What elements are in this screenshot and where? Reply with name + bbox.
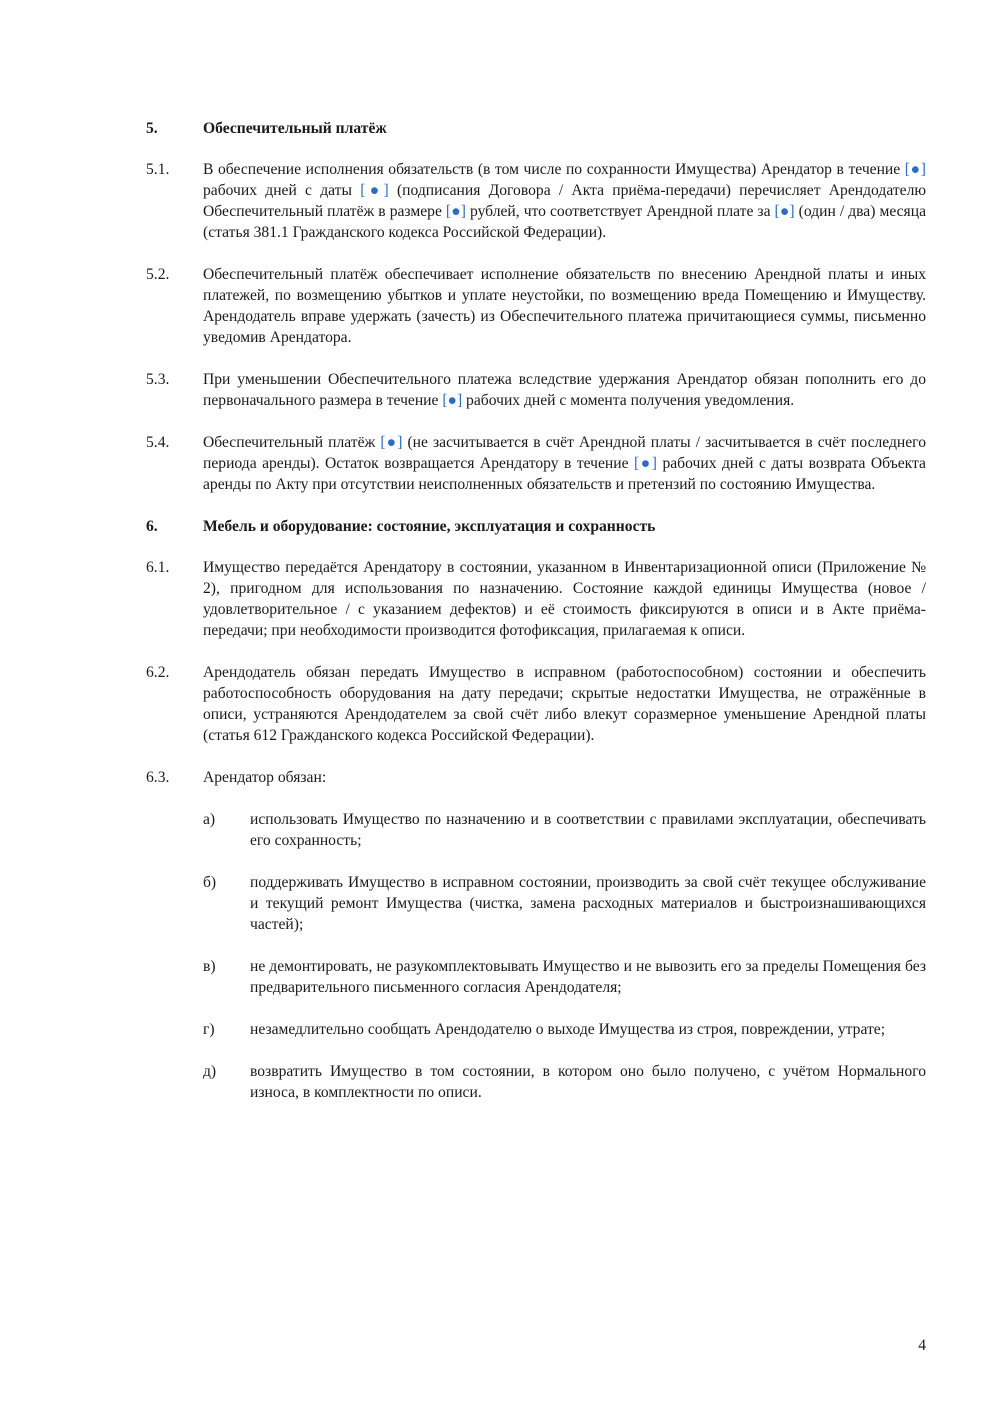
placeholder-marker: [●]: [904, 161, 926, 178]
clause-text-run: Имущество передаётся Арендатору в состоянии, указанном в Инвентаризационной описи (Приложение № 2), пригодном для использования по назначению. Состояние каждой единицы Имущества (новое / удовлетворительное / с указанием дефектов) и её стоимость фиксируются в описи и в Акте приёма-передачи; при необходимости производится фотофиксация, прилагаемая к описи.: [203, 559, 926, 639]
clause-text: [203, 767, 926, 788]
placeholder-marker: [●]: [774, 203, 795, 220]
clause-number: 6.3.: [146, 769, 170, 786]
sub-clause: [203, 956, 926, 998]
placeholder-marker: [●]: [442, 392, 463, 409]
clause-text-run: (один / два) месяца (статья 381.1 Гражданского кодекса Российской Федерации).: [203, 203, 926, 241]
sub-clause-letter: г): [203, 1021, 215, 1038]
clause: [146, 264, 926, 348]
clause: [146, 369, 926, 411]
sub-clause-letter: д): [203, 1063, 217, 1080]
placeholder-marker: [●]: [634, 455, 657, 472]
section-heading: [146, 516, 926, 537]
clause-text-run: Арендатор обязан:: [203, 769, 327, 786]
sub-clause: [203, 809, 926, 851]
clause: [146, 432, 926, 495]
clause-text-run: В обеспечение исполнения обязательств (в том числе по сохранности Имущества) Арендатор в течение: [203, 161, 905, 178]
clause: [146, 557, 926, 641]
clause-text: [203, 369, 926, 411]
sub-clause: [203, 1019, 926, 1040]
clause-text-run: Обеспечительный платёж обеспечивает исполнение обязательств по внесению Арендной платы и иных платежей, по возмещению убытков и уплате неустойки, по возмещению вреда Помещению и Имуществу. Арендодатель вправе удержать (зачесть) из Обеспечительного платежа причитающиеся суммы, письменно уведомив Арендатора.: [203, 266, 926, 346]
clause-text-run: рублей, что соответствует Арендной плате за: [465, 203, 775, 220]
clause-text: [203, 662, 926, 746]
clause-number: 6.2.: [146, 664, 170, 681]
clause-text-run: (не засчитывается в счёт Арендной платы / засчитывается в счёт последнего периода аренды). Остаток возвращается Арендатору в течение: [203, 434, 926, 472]
clause-number: 5.2.: [146, 266, 170, 283]
sub-clause-letter: б): [203, 874, 217, 891]
sub-clause-letter: в): [203, 958, 216, 975]
clause-text-run: рабочих дней с момента получения уведомления.: [462, 392, 795, 409]
clause-number: 6.1.: [146, 559, 170, 576]
sub-clause-text: возвратить Имущество в том состоянии, в котором оно было получено, с учётом Нормального износа, в комплектности по описи.: [250, 1063, 926, 1101]
clause-number: 5.3.: [146, 371, 170, 388]
clause-text-run: Обеспечительный платёж: [203, 434, 381, 451]
sub-clause-text: не демонтировать, не разукомплектовывать Имущество и не вывозить его за пределы Помещения без предварительного письменного согласия Арендодателя;: [250, 958, 926, 996]
clause-text: [203, 557, 926, 641]
sub-clause-letter: а): [203, 811, 216, 828]
clause: [146, 767, 926, 788]
page-number: 4: [918, 1337, 926, 1354]
clause-text: [203, 159, 926, 243]
section-title: Мебель и оборудование: состояние, эксплуатация и сохранность: [203, 518, 656, 535]
sub-clause-text: поддерживать Имущество в исправном состоянии, производить за свой счёт текущее обслуживание и текущий ремонт Имущества (чистка, замена расходных материалов и быстроизнашивающихся частей);: [250, 874, 926, 933]
clause-text-run: рабочих дней с даты: [203, 182, 361, 199]
section-heading: [146, 118, 926, 139]
clause-number: 5.4.: [146, 434, 170, 451]
clause-text-run: рабочих дней с даты возврата Объекта аренды по Акту при отсутствии неисполненных обязательств и претензий по состоянию Имущества.: [203, 455, 926, 493]
document-content: [146, 118, 926, 1103]
section-number: 5.: [146, 120, 158, 137]
clause-number: 5.1.: [146, 161, 170, 178]
clause: [146, 662, 926, 746]
placeholder-marker: [●]: [445, 203, 466, 220]
clause: [146, 159, 926, 243]
sub-clause: [203, 1061, 926, 1103]
sub-clause-text: незамедлительно сообщать Арендодателю о выходе Имущества из строя, повреждении, утрате;: [250, 1021, 886, 1038]
sub-clause: [203, 872, 926, 935]
placeholder-marker: [●]: [360, 182, 389, 199]
section-number: 6.: [146, 518, 158, 535]
sub-clause-text: использовать Имущество по назначению и в соответствии с правилами эксплуатации, обеспечивать его сохранность;: [250, 811, 926, 849]
clause-text-run: При уменьшении Обеспечительного платежа вследствие удержания Арендатор обязан пополнить его до первоначального размера в течение: [203, 371, 926, 409]
clause-text-run: (подписания Договора / Акта приёма-передачи) перечисляет Арендодателю Обеспечительный платёж в размере: [203, 182, 927, 220]
placeholder-marker: [●]: [380, 434, 403, 451]
clause-text-run: Арендодатель обязан передать Имущество в исправном (работоспособном) состоянии и обеспечить работоспособность оборудования на дату передачи; скрытые недостатки Имущества, не отражённые в описи, устраняются Арендодателем за свой счёт либо влекут соразмерное уменьшение Арендной платы (статья 612 Гражданского кодекса Российской Федерации).: [203, 664, 926, 744]
clause-text: [203, 432, 926, 495]
section-title: Обеспечительный платёж: [203, 120, 387, 137]
clause-text: [203, 264, 926, 348]
